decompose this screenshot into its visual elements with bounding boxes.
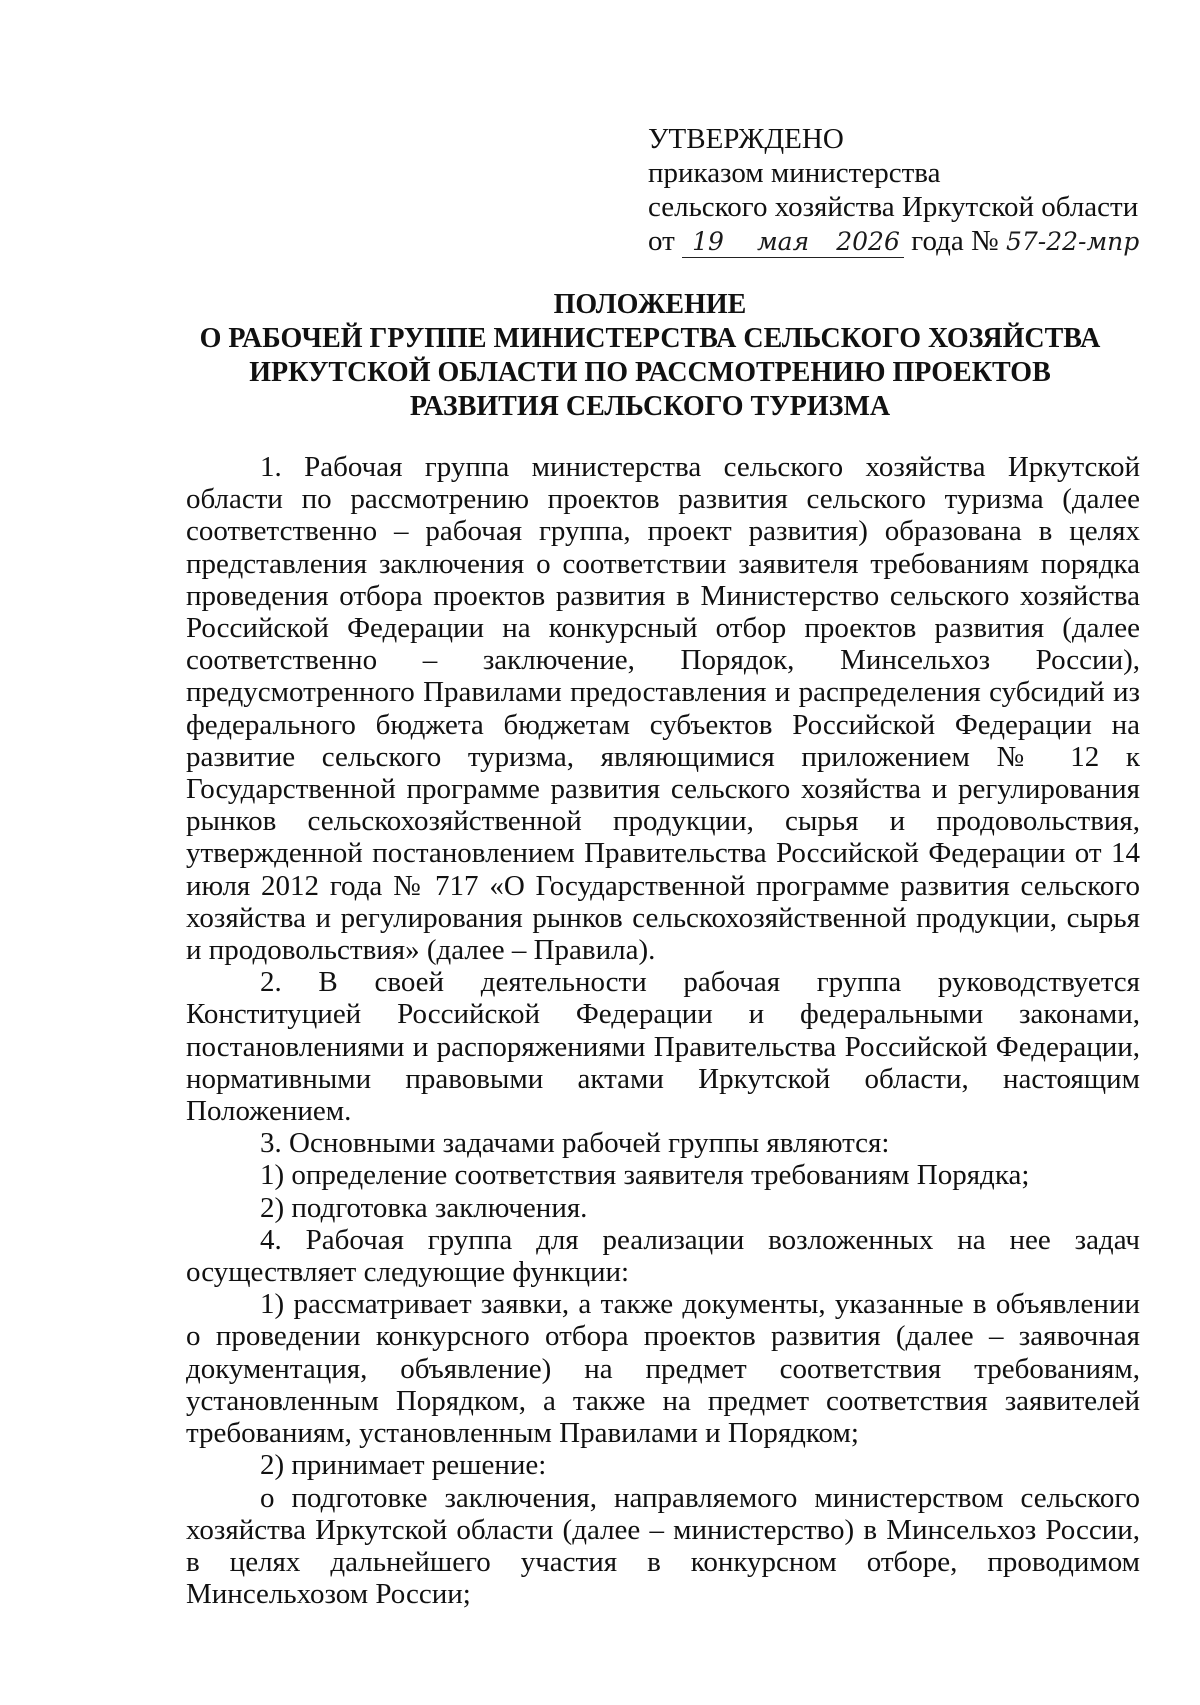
list-item-3-1: 1) определение соответствия заявителя требованиям Порядка; [260, 1159, 1030, 1192]
list-item-4-1: 1) рассматривает заявки, а также документы, указанные в объявлении о проведении конкурсного отбора проектов развития (далее – заявочная документация, объявление) на предмет соответствия требованиям, установленным Порядком, а также на предмет соответствия заявителей требованиям, установленным Правилами и Порядком; [186, 1288, 1140, 1450]
handwritten-month: мая [734, 227, 832, 258]
title-line-4: РАЗВИТИЯ СЕЛЬСКОГО ТУРИЗМА [409, 391, 891, 422]
document-title [150, 288, 1150, 424]
title-line-1: ПОЛОЖЕНИЕ [553, 289, 747, 320]
paragraph-decision: о подготовке заключения, направляемого министерством сельского хозяйства Иркутской области (далее – министерство) в Минсельхоз России, в целях дальнейшего участия в конкурсном отборе, проводимом Минсельхозом России; [186, 1481, 1140, 1611]
year-number-label: года № [911, 225, 999, 257]
approval-ministry-line: сельского хозяйства Иркутской области [648, 191, 1139, 223]
date-prefix: от [648, 225, 675, 257]
approved-label: УТВЕРЖДЕНО [648, 123, 844, 155]
handwritten-order-number: 57-22-мпр [1005, 227, 1140, 256]
list-item-4-2: 2) принимает решение: [260, 1449, 547, 1482]
list-item-3-2: 2) подготовка заключения. [260, 1191, 588, 1224]
approval-stamp [648, 122, 1168, 258]
paragraph-3: 3. Основными задачами рабочей группы являются: [260, 1127, 890, 1160]
paragraph-2: 2. В своей деятельности рабочая группа руководствуется Конституцией Российской Федерации и федеральными законами, постановлениями и распоряжениями Правительства Российской Федерации, нормативными правовыми актами Иркутской области, настоящим Положением. [186, 966, 1140, 1128]
approval-order-line: приказом министерства [648, 157, 941, 189]
document-body [186, 451, 1140, 1610]
title-line-2: О РАБОЧЕЙ ГРУППЕ МИНИСТЕРСТВА СЕЛЬСКОГО ХОЗЯЙСТВА [199, 323, 1101, 354]
handwritten-year: 2026 [832, 227, 904, 258]
paragraph-4: 4. Рабочая группа для реализации возложенных на нее задач осуществляет следующие функции: [186, 1223, 1140, 1289]
title-line-3: ИРКУТСКОЙ ОБЛАСТИ ПО РАССМОТРЕНИЮ ПРОЕКТОВ [249, 357, 1051, 388]
handwritten-day: 19 [682, 227, 734, 258]
approval-date-line [648, 224, 1168, 258]
paragraph-1: 1. Рабочая группа министерства сельского хозяйства Иркутской области по рассмотрению проектов развития сельского туризма (далее соответственно – рабочая группа, проект развития) образована в целях представления заключения о соответствии заявителя требованиям порядка проведения отбора проектов развития в Министерство сельского хозяйства Российской Федерации на конкурсный отбор проектов развития (далее соответственно – заключение, Порядок, Минсельхоз России), предусмотренного Правилами предоставления и распределения субсидий из федерального бюджета бюджетам субъектов Российской Федерации на развитие сельского туризма, являющимися приложением № 12 к Государственной программе развития сельского хозяйства и регулирования рынков сельскохозяйственной продукции, сырья и продовольствия, утвержденной постановлением Правительства Российской Федерации от 14 июля 2012 года № 717 «О Государственной программе развития сельского хозяйства и регулирования рынков сельскохозяйственной продукции, сырья и продовольствия» (далее – Правила). [186, 451, 1140, 967]
